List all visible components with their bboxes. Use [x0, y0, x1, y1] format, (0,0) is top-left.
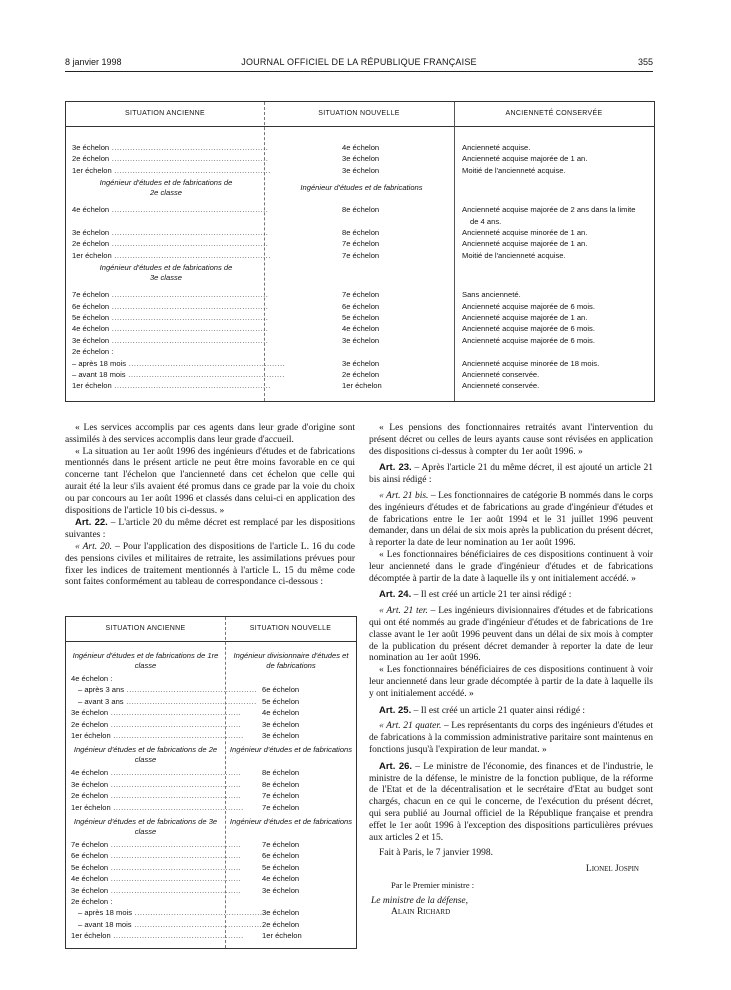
t1-old-cell: 3e échelon [72, 335, 110, 345]
t1-new-cell: 4e échelon [342, 143, 380, 152]
t2-old-cell: – avant 3 ans [78, 696, 124, 706]
t2-row [66, 673, 356, 684]
t2-row: 4e échelon .................................................. 8e échelon [71, 768, 300, 778]
t2-row: – avant 3 ans .................................................. 5e échelon [78, 696, 300, 706]
t2-new-cell: 5e échelon [262, 862, 300, 872]
t1-anc-cell: Ancienneté acquise majorée de 6 mois. [462, 301, 595, 311]
t1-row: 4e échelon ............................................................ 4e échelon Ancienneté acquise majorée de 6 mois. [72, 324, 595, 334]
t1-old-cell: 5e échelon [72, 313, 110, 322]
t2-new-cell: 3e échelon [262, 719, 300, 729]
t2-new-cell: 6e échelon [262, 685, 300, 695]
t1-row: 2e échelon ............................................................ 3e échelon Ancienneté acquise majorée de 1 an. [72, 154, 588, 164]
left-paragraph-2: « La situation au 1er août 1996 des ingénieurs d'études et de fabrications mentionnés dans le présent article ne peut être moins favorable en ce qui concerne tant l'échelon que l'ancienneté dans cet échelon que celle qui aurait été la leur s'ils avaient été promus dans ce grade par la voie du choix ou par concours au 1er août 1996 et classés dans celui-ci en application des dispositions de l'article 10 bis ci-dessus. » [65, 446, 355, 516]
t2-old-cell: 3e échelon [71, 779, 109, 789]
t1-anc-cell: Ancienneté acquise minorée de 18 mois. [462, 358, 600, 368]
header-date: 8 janvier 1998 [65, 57, 122, 67]
t1-anc-cell: Sans ancienneté. [462, 290, 521, 300]
t1-old-cell: 2e échelon [72, 154, 110, 164]
t2-old-cell: 5e échelon [71, 862, 109, 872]
t2-new-cell: 2e échelon [262, 919, 300, 929]
article-21-ter-text: – Les ingénieurs divisionnaires d'études et de fabrications qui ont été nommés au grade d'ingénieur d'études et de fabrications de 1re classe avant le 1er août 1996 peuvent dans un délai de six mois à compter de la publication du présent décret demander à reporter la date de leur nomination au 1er août 1996. [369, 606, 654, 664]
t1-old-cell: – avant 18 mois [72, 370, 126, 379]
t1-row-continuation [66, 216, 654, 227]
t2-new-cell: 3e échelon [262, 731, 300, 740]
t1-section-2-old: Ingénieur d'études et de fabrications de 2e classe [99, 178, 233, 198]
t1-anc-cell: Moitié de l'ancienneté acquise. [462, 250, 566, 260]
t1-anc-cell: Ancienneté acquise majorée de 1 an. [462, 313, 588, 322]
t2-new-cell: 8e échelon [262, 768, 300, 778]
t1-anc-cell-cont: de 4 ans. [470, 216, 502, 226]
article-22-text: – L'article 20 du même décret est remplacé par les dispositions suivantes : [65, 518, 355, 541]
t1-old-cell: 1er échelon [72, 250, 112, 260]
article-23-text: – Après l'article 21 du même décret, il est ajouté un article 21 bis ainsi rédigé : [369, 463, 653, 486]
article-25-title: Art. 25. [379, 704, 412, 716]
left-paragraph-1: « Les services accomplis par ces agents dans leur grade d'origine sont assimilés à des services accomplis dans leur grade d'accueil. [65, 423, 355, 445]
t2-new-cell: 3e échelon [262, 885, 300, 895]
minister-title: Le ministre de la défense, [371, 895, 469, 906]
t2-new-cell: 7e échelon [262, 791, 300, 801]
t1-anc-cell: Ancienneté acquise majorée de 1 an. [462, 154, 588, 164]
t2-old-cell: – avant 18 mois [78, 919, 132, 929]
t1-anc-cell: Ancienneté conservée. [462, 370, 540, 379]
t1-old-cell: 3e échelon [72, 228, 110, 237]
t2-new-cell: 7e échelon [262, 840, 300, 849]
t1-old-cell: 1er échelon [72, 381, 112, 391]
t1-new-cell: 7e échelon [342, 250, 380, 260]
t1-anc-cell: Ancienneté acquise majorée de 6 mois. [462, 335, 595, 345]
article-21-bis [369, 491, 653, 550]
t2-new-cell: 6e échelon [262, 851, 300, 861]
t1-row [66, 346, 654, 357]
header-page-number: 355 [637, 57, 653, 67]
t2-section-new: Ingénieur d'études et de fabrications [229, 745, 353, 755]
article-26-text: – Le ministre de l'économie, des finances et de l'industrie, le ministre de la défense, le ministre de la fonction publique, de la réforme de l'Etat et de la décentralisation et le secrétaire d'Etat au budget sont chargés, chacun en ce qui le concerne, de l'exécution du présent décret, qui sera publié au Journal officiel de la République française et prendra effet le 1er août 1996 à l'exception des dispositions particulières prévues aux articles 2 et 15. [369, 761, 653, 843]
article-25-text: – Il est créé un article 21 quater ainsi rédigé : [411, 705, 586, 716]
t2-old-cell: 2e échelon : [71, 897, 113, 906]
t1-header-rule [66, 126, 654, 127]
article-24 [369, 589, 653, 602]
t2-row: 5e échelon .................................................. 5e échelon [71, 862, 300, 872]
t2-row: 3e échelon .................................................. 3e échelon [71, 885, 300, 895]
t1-section-2-new: Ingénieur d'études et de fabrications [300, 183, 423, 193]
article-21-quater-title: « Art. 21 quater. [379, 721, 442, 732]
t2-section-old: Ingénieur d'études et de fabrications de 2e classe [73, 745, 218, 765]
article-21-quater-text: – Les représentants du corps des ingénieurs d'études et de fabrications à la commission administrative paritaire sont maintenus en fonctions jusqu'à l'expiration de leur mandat. » [369, 721, 654, 755]
article-23-title: Art. 23. [379, 462, 412, 474]
t2-section-old: Ingénieur d'études et de fabrications de 3e classe [73, 817, 218, 836]
t2-old-cell: 1er échelon [71, 802, 111, 812]
t1-new-cell: 6e échelon [342, 301, 380, 311]
t1-old-cell: 3e échelon [72, 143, 110, 152]
article-24-title: Art. 24. [379, 589, 412, 601]
t2-header-new: SITUATION NOUVELLE [249, 625, 332, 632]
par-le-premier-ministre: Par le Premier ministre : [391, 879, 475, 890]
t2-section-old: Ingénieur d'études et de fabrications de 1re classe [72, 651, 219, 670]
t1-new-cell: 1er échelon [342, 381, 382, 391]
t2-new-cell: 7e échelon [262, 802, 300, 812]
article-20-title: « Art. 20. [75, 541, 113, 552]
t1-new-cell: 3e échelon [342, 358, 380, 368]
t1-new-cell: 7e échelon [342, 239, 380, 249]
t2-new-cell: 1er échelon [262, 931, 302, 941]
article-25 [369, 705, 653, 718]
t1-old-cell: 4e échelon [72, 324, 110, 334]
t1-row: 1er échelon ............................................................ 1er échelon Ancienneté conservée. [72, 381, 540, 391]
page-header [65, 57, 653, 69]
t2-old-cell: 4e échelon [71, 768, 109, 778]
t1-header-old: SITUATION ANCIENNE [125, 110, 205, 117]
t1-old-cell: – après 18 mois [72, 358, 127, 368]
article-20-text: – Pour l'application des dispositions de l'article L. 16 du code des pensions civiles et militaires de retraite, les assimilations prévues pour fixer les indices de traitement mentionnés à l'article L. 15 du même code sont faites conformément au tableau de correspondance ci-dessous : [65, 541, 356, 588]
t1-new-cell: 2e échelon [342, 370, 380, 379]
t2-row: 2e échelon .................................................. 7e échelon [71, 791, 300, 801]
left-column-text [65, 423, 355, 589]
t2-old-cell: 4e échelon : [71, 674, 113, 683]
article-22-title: Art. 22. [75, 517, 108, 529]
t2-section-new: Ingénieur divisionnaire d'études et de fabrications [233, 651, 349, 670]
t1-row: 2e échelon ............................................................ 7e échelon Ancienneté acquise majorée de 1 an. [72, 239, 588, 249]
t2-section-new: Ingénieur d'études et de fabrications [229, 817, 353, 826]
t1-old-cell: 4e échelon [72, 205, 110, 215]
t1-old-cell: 1er échelon [72, 165, 112, 175]
t2-old-cell: 2e échelon [71, 719, 109, 729]
t2-row: 7e échelon .................................................. 7e échelon [71, 840, 300, 849]
header-rule [65, 71, 653, 72]
article-22 [65, 517, 355, 542]
t1-old-cell: 2e échelon [72, 239, 110, 249]
t2-row: 2e échelon .................................................. 3e échelon [71, 719, 300, 729]
t1-anc-cell: Ancienneté conservée. [462, 381, 540, 391]
t2-row: 1er échelon .................................................. 3e échelon [71, 731, 300, 740]
t1-row: 1er échelon ............................................................ 3e échelon Moitié de l'ancienneté acquise. [72, 165, 566, 175]
t2-header-old: SITUATION ANCIENNE [105, 625, 186, 632]
t1-row: 1er échelon ............................................................ 7e échelon Moitié de l'ancienneté acquise. [72, 250, 566, 260]
t2-old-cell: 4e échelon [71, 874, 109, 884]
t1-row: 4e échelon ............................................................ 8e échelon Ancienneté acquise majorée de 2 ans dans la limite [72, 205, 636, 215]
t2-row: – avant 18 mois .................................................. 2e échelon [78, 919, 300, 929]
right-paragraph-1: « Les pensions des fonctionnaires retraités avant l'intervention du présent décret ou celles de leurs ayants cause sont révisées en application des dispositions ci-dessus à compter du 1er août 1996. » [369, 423, 653, 457]
t2-header-rule [66, 641, 356, 642]
t1-new-cell: 7e échelon [342, 290, 380, 300]
t2-row: 3e échelon .................................................. 4e échelon [71, 708, 300, 718]
t1-old-cell: 6e échelon [72, 301, 110, 311]
right-column-text [369, 423, 653, 919]
signer-defense-minister: Alain Richard [391, 907, 451, 918]
t1-section-3-old: Ingénieur d'études et de fabrications de 3e classe [99, 263, 233, 283]
t1-anc-cell: Ancienneté acquise majorée de 6 mois. [462, 324, 595, 334]
t2-new-cell: 8e échelon [262, 779, 300, 789]
t2-new-cell: 4e échelon [262, 708, 300, 718]
t2-row: 1er échelon .................................................. 1er échelon [71, 931, 302, 941]
t2-row: – après 18 mois .................................................. 3e échelon [78, 908, 300, 918]
t2-old-cell: – après 3 ans [78, 685, 125, 695]
t2-old-cell: 3e échelon [71, 885, 109, 895]
t1-row: 3e échelon ............................................................ 3e échelon Ancienneté acquise majorée de 6 mois. [72, 335, 595, 345]
t1-row: 3e échelon ............................................................ 4e échelon Ancienneté acquise. [72, 143, 531, 152]
t2-row: – après 3 ans .................................................. 6e échelon [78, 685, 300, 695]
signing-date: Fait à Paris, le 7 janvier 1998. [379, 848, 493, 859]
t2-old-cell: 7e échelon [71, 840, 109, 849]
t1-new-cell: 3e échelon [342, 165, 380, 175]
t2-new-cell: 4e échelon [262, 874, 300, 884]
article-21-quater [369, 721, 653, 756]
t1-row: 5e échelon ............................................................ 5e échelon Ancienneté acquise majorée de 1 an. [72, 313, 588, 322]
t1-header-new: SITUATION NOUVELLE [318, 110, 400, 117]
t2-old-cell: 6e échelon [71, 851, 109, 861]
article-24-text: – Il est créé un article 21 ter ainsi rédigé : [411, 590, 572, 601]
t2-old-cell: 1er échelon [71, 731, 111, 740]
table-2 [65, 616, 357, 949]
t1-new-cell: 3e échelon [342, 154, 380, 164]
t2-row: 4e échelon .................................................. 4e échelon [71, 874, 300, 884]
t1-anc-cell: Ancienneté acquise. [462, 143, 531, 152]
article-21-bis-title: « Art. 21 bis. [379, 490, 429, 501]
t2-new-cell: 5e échelon [262, 696, 300, 706]
t1-row: 7e échelon ............................................................ 7e échelon Sans ancienneté. [72, 290, 521, 300]
t2-old-cell: 1er échelon [71, 931, 111, 941]
t2-row [66, 896, 356, 907]
t1-row: 3e échelon ............................................................ 8e échelon Ancienneté acquise minorée de 1 an. [72, 228, 588, 237]
t1-header-anc: ANCIENNETÉ CONSERVÉE [505, 110, 603, 117]
t1-row: – avant 18 mois ............................................................ 2e échelon Ancienneté conservée. [72, 370, 540, 379]
article-21-ter [369, 606, 653, 665]
article-26-title: Art. 26. [379, 760, 413, 772]
t1-anc-cell: Moitié de l'ancienneté acquise. [462, 165, 566, 175]
t2-row: 6e échelon .................................................. 6e échelon [71, 851, 300, 861]
article-21-ter-title: « Art. 21 ter. [379, 606, 428, 617]
article-26 [369, 761, 653, 845]
t1-row: 6e échelon ............................................................ 6e échelon Ancienneté acquise majorée de 6 mois. [72, 301, 595, 311]
article-20 [65, 542, 355, 589]
t2-row: 1er échelon .................................................. 7e échelon [71, 802, 300, 812]
t1-new-cell: 5e échelon [342, 313, 380, 322]
t2-old-cell: 2e échelon [71, 791, 109, 801]
t1-anc-cell: Ancienneté acquise minorée de 1 an. [462, 228, 588, 237]
t2-row: 3e échelon .................................................. 8e échelon [71, 779, 300, 789]
article-21-bis-para-2: « Les fonctionnaires bénéficiaires de ces dispositions continuent à voir leur ancienneté dans le grade d'ingénieur d'études et de fabrications décomptée à partir de la date à laquelle ils y ont initialement accédé. » [369, 549, 653, 584]
article-23 [369, 462, 653, 487]
t2-new-cell: 3e échelon [262, 908, 300, 918]
header-journal-title: JOURNAL OFFICIEL DE LA RÉPUBLIQUE FRANÇAISE [241, 57, 477, 67]
article-21-ter-para-2: « Les fonctionnaires bénéficiaires de ces dispositions continuent à voir leur ancienneté dans leur grade décomptée à partir de la date à laquelle ils y ont initialement accédé. » [369, 665, 653, 699]
t1-old-cell: 2e échelon : [72, 347, 114, 357]
t1-new-cell: 3e échelon [342, 335, 380, 345]
t1-anc-cell: Ancienneté acquise majorée de 1 an. [462, 239, 588, 249]
t1-anc-cell: Ancienneté acquise majorée de 2 ans dans la limite [462, 205, 636, 215]
t2-old-cell: 3e échelon [71, 708, 109, 718]
table-1 [65, 101, 655, 402]
t2-old-cell: – après 18 mois [78, 908, 133, 918]
t1-row: – après 18 mois ............................................................ 3e échelon Ancienneté acquise minorée de 18 mois. [72, 358, 600, 368]
t1-new-cell: 8e échelon [342, 228, 380, 237]
article-21-bis-text: – Les fonctionnaires de catégorie B nommés dans le corps des ingénieurs d'études et de fabrications au grade d'ingénieur d'études et de fabrications entre le 1er août 1994 et le 31 juillet 1996 peuvent demander, dans un délai de six mois après la publication du présent décret, à reporter la date de leur nomination au 1er août 1996. [369, 490, 654, 549]
signer-prime-minister: Lionel Jospin [585, 864, 639, 875]
t1-old-cell: 7e échelon [72, 290, 110, 300]
t1-new-cell: 4e échelon [342, 324, 380, 334]
t1-new-cell: 8e échelon [342, 205, 380, 215]
